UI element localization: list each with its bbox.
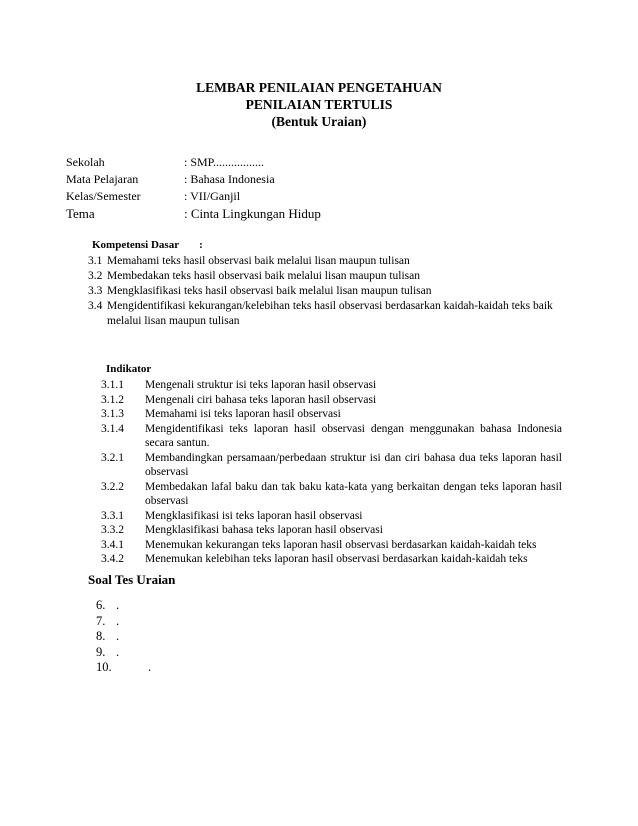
list-item — [96, 645, 151, 661]
list-item — [101, 378, 562, 393]
info-value: : SMP................. — [184, 155, 265, 169]
title-line-3: (Bentuk Uraian) — [271, 114, 367, 129]
info-label: Mata Pelajaran — [66, 172, 139, 186]
indikator-text: Menemukan kekurangan teks laporan hasil observasi berdasarkan kaidah-kaidah teks — [145, 538, 537, 551]
list-item — [101, 480, 562, 509]
soal-text: . — [116, 598, 120, 612]
indikator-number: 3.3.1 — [101, 509, 124, 522]
soal-number: 9. — [96, 644, 106, 659]
list-item — [101, 407, 562, 422]
title-line-1: LEMBAR PENILAIAN PENGETAHUAN — [196, 80, 442, 95]
soal-list — [96, 598, 151, 676]
kompetensi-heading — [92, 239, 203, 251]
list-item — [88, 284, 562, 299]
kd-text: Mengklasifikasi teks hasil observasi baik melalui lisan maupun tulisan — [107, 285, 432, 297]
indikator-number: 3.4.1 — [101, 538, 124, 551]
indikator-number: 3.2.1 — [101, 451, 124, 464]
soal-number: 10. — [96, 660, 112, 674]
kd-number: 3.1 — [88, 255, 103, 267]
list-item — [101, 538, 562, 553]
kd-number: 3.4 — [88, 300, 103, 312]
kd-text: Membedakan teks hasil observasi baik melalui lisan maupun tulisan — [107, 270, 420, 282]
soal-text: . — [148, 660, 152, 674]
kd-text: Memahami teks hasil observasi baik melalui lisan maupun tulisan — [107, 255, 410, 267]
indikator-text: Mengklasifikasi bahasa teks laporan hasil observasi — [145, 524, 383, 536]
soal-text: . — [116, 644, 120, 659]
document-title — [0, 79, 638, 130]
list-item — [101, 523, 562, 538]
list-item — [101, 552, 562, 567]
info-value: : Cinta Lingkungan Hidup — [184, 206, 321, 221]
identity-info — [66, 154, 321, 222]
indikator-number: 3.1.4 — [101, 422, 124, 435]
indikator-number: 3.2.2 — [101, 480, 124, 493]
info-row-tema — [66, 205, 321, 222]
indikator-number: 3.1.2 — [101, 393, 124, 406]
info-label: Tema — [66, 206, 95, 221]
list-item — [88, 254, 562, 269]
kd-text-continuation: melalui lisan maupun tulisan — [107, 315, 240, 327]
kompetensi-heading-colon: : — [199, 239, 203, 251]
soal-number: 8. — [96, 629, 106, 643]
soal-heading: Soal Tes Uraian — [88, 572, 176, 587]
info-value: : Bahasa Indonesia — [184, 172, 275, 186]
indikator-number: 3.4.2 — [101, 553, 124, 565]
list-item — [96, 629, 151, 645]
indikator-number: 3.1.3 — [101, 408, 124, 420]
list-item — [101, 509, 562, 524]
kd-text: Mengidentifikasi kekurangan/kelebihan teks hasil observasi berdasarkan kaidah-kaidah teks baik — [107, 300, 553, 312]
indikator-text: Mengklasifikasi isi teks laporan hasil observasi — [145, 509, 363, 522]
list-item — [96, 660, 151, 676]
indikator-list — [101, 378, 562, 567]
indikator-text: Membandingkan persamaan/perbedaan struktur isi dan ciri bahasa dua teks laporan hasil observasi — [145, 451, 562, 478]
indikator-text: Memahami isi teks laporan hasil observasi — [145, 408, 341, 420]
info-value: : VII/Ganjil — [184, 189, 241, 203]
info-label: Kelas/Semester — [66, 189, 141, 203]
soal-number: 7. — [96, 613, 106, 628]
kompetensi-heading-label: Kompetensi Dasar — [92, 239, 180, 251]
info-label: Sekolah — [66, 155, 105, 169]
list-item — [96, 598, 151, 614]
list-item — [101, 422, 562, 451]
indikator-heading: Indikator — [106, 363, 152, 375]
indikator-number: 3.3.2 — [101, 524, 124, 536]
indikator-text: Membedakan lafal baku dan tak baku kata-kata yang berkaitan dengan teks laporan hasil observasi — [145, 480, 562, 507]
indikator-text: Mengenali struktur isi teks laporan hasil observasi — [145, 379, 377, 391]
indikator-text: Menemukan kelebihan teks laporan hasil observasi berdasarkan kaidah-kaidah teks — [145, 553, 528, 565]
info-row-kelas — [66, 188, 321, 205]
kd-number: 3.3 — [88, 285, 103, 297]
list-item — [101, 393, 562, 408]
soal-text: . — [116, 613, 120, 628]
title-line-2: PENILAIAN TERTULIS — [245, 97, 393, 112]
soal-text: . — [116, 629, 120, 643]
kompetensi-list — [88, 254, 562, 329]
indikator-text: Mengenali ciri bahasa teks laporan hasil observasi — [145, 393, 377, 406]
list-item — [101, 451, 562, 480]
list-item — [88, 299, 562, 314]
info-row-mapel — [66, 171, 321, 188]
list-item — [96, 614, 151, 630]
soal-number: 6. — [96, 598, 106, 612]
indikator-number: 3.1.1 — [101, 379, 124, 391]
indikator-text: Mengidentifikasi teks laporan hasil observasi dengan menggunakan bahasa Indonesia secara santun. — [145, 422, 562, 449]
info-row-sekolah — [66, 154, 321, 171]
kd-number: 3.2 — [88, 270, 103, 282]
list-item — [88, 269, 562, 284]
